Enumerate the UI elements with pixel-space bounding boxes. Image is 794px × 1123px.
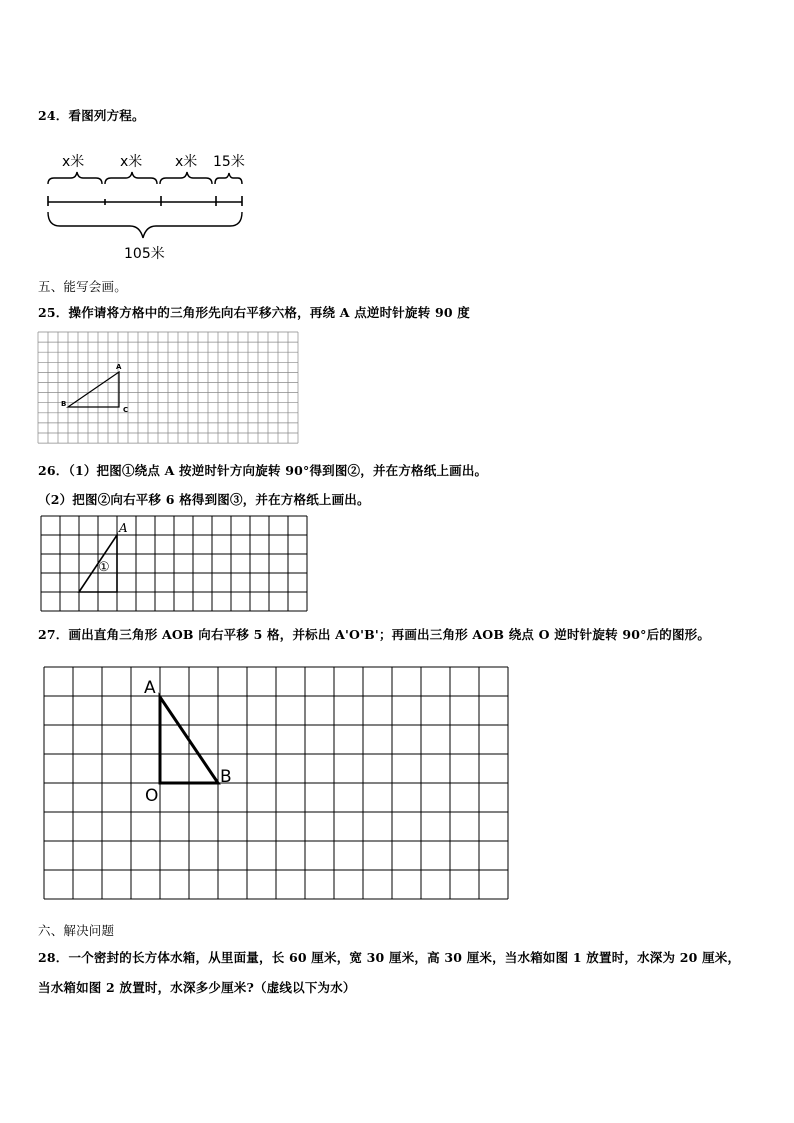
q27-point-b: B [220, 767, 232, 787]
q24-label-3: x米 [175, 154, 198, 170]
section5-heading: 五、能写会画。 [38, 279, 127, 294]
q27-point-a: A [144, 678, 156, 698]
q26-line2: （2）把图②向右平移 6 格得到图③，并在方格纸上画出。 [38, 492, 370, 507]
q24-label-2: x米 [120, 154, 143, 170]
q25-point-b: B [61, 400, 67, 408]
q26-line1: 26．（1）把图①绕点 A 按逆时针方向旋转 90°得到图②，并在方格纸上画出。 [38, 463, 488, 478]
q26-shape-label: ① [98, 560, 110, 575]
q27-point-o: O [145, 786, 159, 806]
q25-point-c: C [123, 406, 129, 414]
q26-point-a: A [119, 521, 128, 535]
q25-title: 25．操作请将方格中的三角形先向右平移六格，再绕 A 点逆时针旋转 90 度 [38, 305, 470, 320]
q25-point-a: A [116, 363, 122, 371]
q28-line2: 当水箱如图 2 放置时，水深多少厘米?（虚线以下为水） [38, 980, 356, 995]
q24-label-4: 15米 [213, 154, 245, 170]
section6-heading: 六、解决问题 [38, 923, 115, 938]
q27-grid-lines [44, 667, 508, 899]
q24-label-1: x米 [62, 154, 85, 170]
q28-line1: 28．一个密封的长方体水箱，从里面量，长 60 厘米，宽 30 厘米，高 30 厘米，当水箱如图 1 放置时，水深为 20 厘米， [38, 950, 741, 965]
q27-title: 27．画出直角三角形 AOB 向右平移 5 格，并标出 A'O'B'；再画出三角形 AOB 绕点 O 逆时针旋转 90°后的图形。 [38, 627, 711, 642]
q24-total-label: 105米 [124, 246, 165, 262]
q24-title: 24．看图列方程。 [38, 108, 145, 123]
